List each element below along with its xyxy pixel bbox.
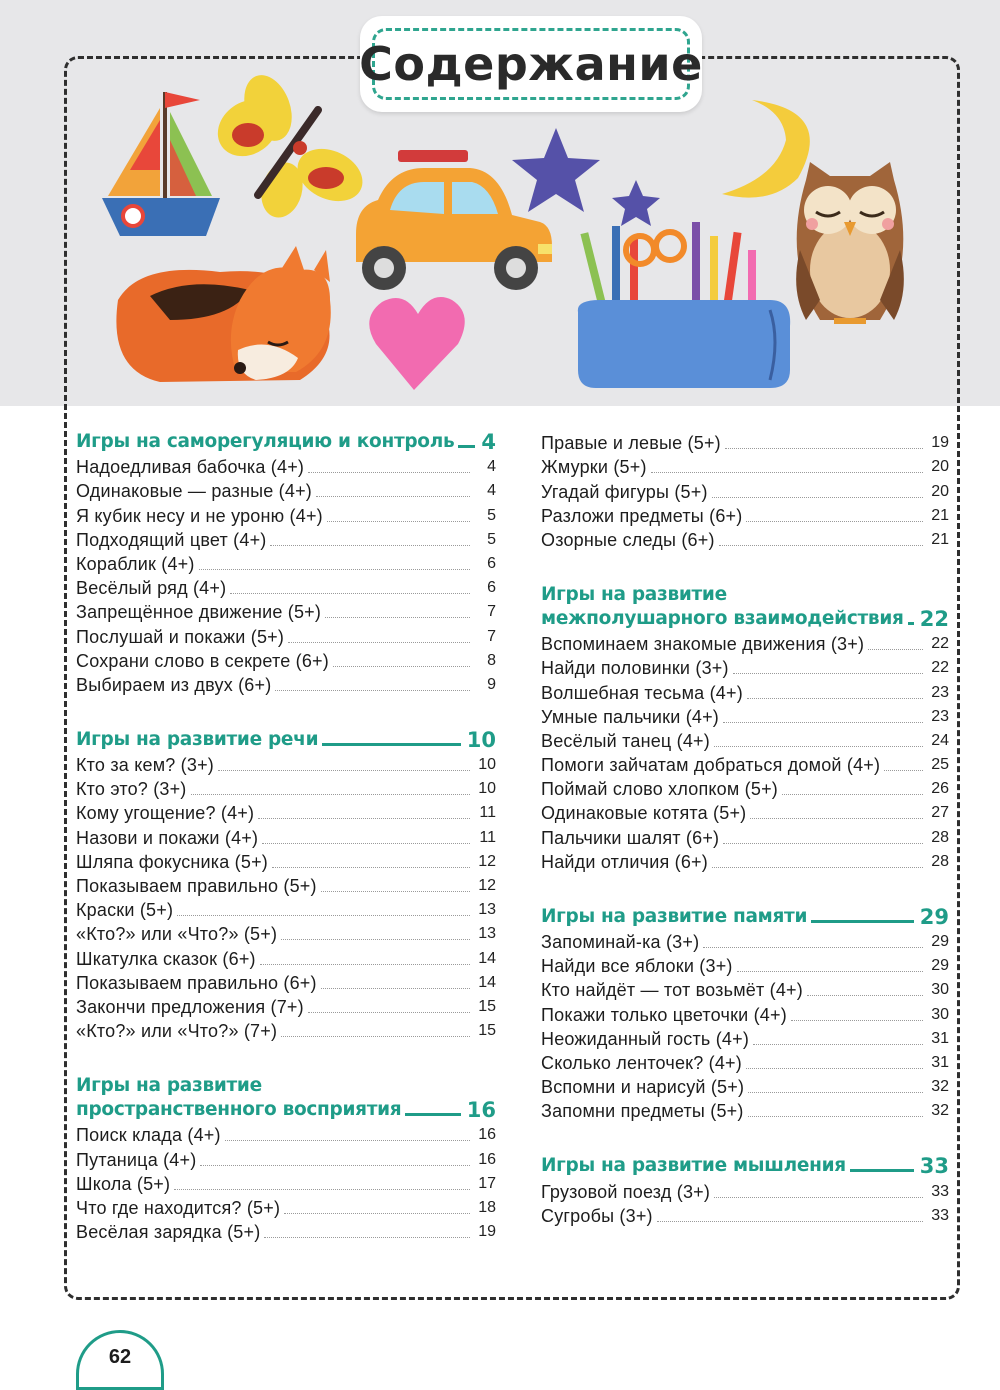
page-number-tab <box>76 1330 164 1390</box>
toc-entry-leader <box>281 939 470 940</box>
toc-entry[interactable] <box>76 551 496 575</box>
toc-entry-title: Волшебная тесьма (4+) <box>541 682 743 703</box>
section-title-line: Игры на развитие <box>541 583 727 605</box>
toc-entry[interactable] <box>76 648 496 672</box>
toc-entry[interactable] <box>76 824 496 848</box>
section-gap <box>541 1122 949 1154</box>
toc-section <box>541 905 949 1123</box>
section-gap <box>541 551 949 583</box>
toc-entry[interactable] <box>76 897 496 921</box>
toc-entry-page: 15 <box>478 997 496 1015</box>
toc-entry-page: 32 <box>931 1102 949 1120</box>
toc-entry-page: 28 <box>931 852 949 870</box>
toc-entry-leader <box>868 649 923 650</box>
toc-entry[interactable] <box>76 454 496 478</box>
toc-entry-title: Умные пальчики (4+) <box>541 706 719 727</box>
toc-entry-page: 4 <box>487 458 496 476</box>
toc-entry-page: 18 <box>478 1198 496 1216</box>
toc-entry-title: Школа (5+) <box>76 1173 171 1194</box>
toc-entry-leader <box>321 891 470 892</box>
toc-entry-title: Угадай фигуры (5+) <box>541 481 708 502</box>
toc-entry-leader <box>723 722 923 723</box>
toc-entry-leader <box>791 1020 923 1021</box>
toc-entry-leader <box>733 673 923 674</box>
toc-entry-leader <box>884 770 923 771</box>
section-title <box>76 430 454 454</box>
toc-entry-title: Подходящий цвет (4+) <box>76 529 267 550</box>
toc-entry-title: Запрещённое движение (5+) <box>76 602 322 623</box>
title-plate <box>360 16 702 112</box>
toc-entry[interactable] <box>541 631 949 655</box>
section-gap <box>76 1042 496 1074</box>
toc-entry-page: 5 <box>487 530 496 548</box>
toc-entry-page: 32 <box>931 1078 949 1096</box>
toc-entry-leader <box>651 472 923 473</box>
toc-entry[interactable] <box>541 849 949 873</box>
toc-entry[interactable] <box>76 970 496 994</box>
toc-entry[interactable] <box>541 752 949 776</box>
toc-entry-title: «Кто?» или «Что?» (7+) <box>76 1021 278 1042</box>
toc-section <box>541 583 949 873</box>
toc-entry-page: 25 <box>931 756 949 774</box>
toc-entry[interactable] <box>76 478 496 502</box>
toc-entry-title: Я кубик несу и не уроню (4+) <box>76 505 323 526</box>
toc-entry-leader <box>308 472 470 473</box>
toc-entry[interactable] <box>76 1195 496 1219</box>
toc-entry[interactable] <box>76 672 496 696</box>
toc-entry-leader <box>199 569 470 570</box>
toc-entry-leader <box>748 1116 923 1117</box>
toc-entry[interactable] <box>541 1001 949 1025</box>
toc-entry-page: 11 <box>479 828 496 846</box>
toc-entry-title: Запоминай-ка (3+) <box>541 932 700 952</box>
toc-entry-title: Озорные следы (6+) <box>541 529 715 550</box>
toc-entry[interactable] <box>541 800 949 824</box>
toc-entry-leader <box>308 1012 470 1013</box>
toc-entry[interactable] <box>76 776 496 800</box>
toc-entry[interactable] <box>541 1074 949 1098</box>
toc-entry-title: Весёлый ряд (4+) <box>76 578 227 599</box>
toc-entry-leader <box>714 1197 923 1198</box>
page-title: Содержание <box>359 37 703 91</box>
toc-entry-page: 31 <box>931 1053 949 1071</box>
toc-entry-leader <box>174 1189 470 1190</box>
toc-entry-leader <box>737 971 923 972</box>
toc-entry-leader <box>725 448 923 449</box>
section-page-number: 29 <box>919 904 949 929</box>
toc-entry-page: 4 <box>487 482 496 500</box>
toc-entry-title: Шкатулка сказок (6+) <box>76 948 256 969</box>
toc-entry-leader <box>753 1044 923 1045</box>
toc-entry-page: 30 <box>931 981 949 999</box>
toc-entry-leader <box>325 617 470 618</box>
toc-entry-leader <box>177 915 470 916</box>
toc-entry-page: 6 <box>487 554 496 572</box>
toc-section <box>541 1154 949 1226</box>
toc-entry-leader <box>746 1068 923 1069</box>
toc-entry[interactable] <box>76 575 496 599</box>
toc-entry-page: 21 <box>931 506 949 524</box>
toc-entry-title: Вспоминаем знакомые движения (3+) <box>541 634 865 655</box>
toc-entry-leader <box>327 521 470 522</box>
toc-entry-page: 23 <box>931 707 949 725</box>
toc-entry-title: Покажи только цветочки (4+) <box>541 1004 787 1025</box>
toc-entry-title: Найди все яблоки (3+) <box>541 956 733 977</box>
toc-entry-page: 16 <box>478 1126 496 1144</box>
section-heading[interactable] <box>76 728 496 752</box>
toc-entry-leader <box>712 867 923 868</box>
section-title <box>76 728 318 752</box>
toc-entry-title: Что где находится? (5+) <box>76 1197 281 1218</box>
section-page-number: 4 <box>481 430 496 454</box>
toc-entry-page: 27 <box>931 804 949 822</box>
toc-entry[interactable] <box>76 1171 496 1195</box>
toc-entry-leader <box>264 1237 470 1238</box>
toc-entry-leader <box>712 497 923 498</box>
toc-section <box>76 1074 496 1243</box>
section-rule <box>850 1169 914 1172</box>
section-title-line: Игры на развитие памяти <box>541 905 808 927</box>
title-plate-border <box>359 28 703 100</box>
toc-entry[interactable] <box>76 1146 496 1170</box>
toc-entry-leader <box>218 770 470 771</box>
toc-entry[interactable] <box>76 527 496 551</box>
toc-entry[interactable] <box>76 873 496 897</box>
toc-entry-title: Путаница (4+) <box>76 1149 197 1170</box>
toc-entry-leader <box>719 545 923 546</box>
section-title-line: Игры на развитие речи <box>76 728 319 750</box>
toc-entry-title: Закончи предложения (7+) <box>76 996 304 1017</box>
section-rule <box>405 1113 460 1116</box>
toc-entry-page: 7 <box>487 627 496 645</box>
toc-entry-title: Назови и покажи (4+) <box>76 827 259 848</box>
toc-entry[interactable] <box>76 921 496 945</box>
toc-entry-title: Поймай слово хлопком (5+) <box>541 779 778 800</box>
toc-entry-page: 16 <box>478 1150 496 1168</box>
toc-entry-page: 11 <box>479 804 496 822</box>
toc-entry-leader <box>272 867 470 868</box>
toc-entry-page: 13 <box>478 901 496 919</box>
toc-entry[interactable] <box>541 1026 949 1050</box>
toc-entry-title: Кто за кем? (3+) <box>76 755 214 776</box>
section-rule <box>811 920 914 923</box>
toc-entry-leader <box>191 794 470 795</box>
toc-entry-title: Выбираем из двух (6+) <box>76 674 272 695</box>
toc-entry-page: 24 <box>931 731 949 749</box>
toc-entry-page: 33 <box>931 1206 949 1224</box>
toc-entry-title: Весёлая зарядка (5+) <box>76 1222 261 1243</box>
section-rule <box>458 445 475 448</box>
toc-entry-leader <box>746 521 923 522</box>
toc-entry-page: 9 <box>487 675 496 693</box>
toc-entry-leader <box>723 843 923 844</box>
toc-section <box>76 728 496 1042</box>
section-title <box>541 1154 846 1178</box>
toc-entry[interactable] <box>76 752 496 776</box>
toc-entry[interactable] <box>76 623 496 647</box>
toc-entry-page: 17 <box>478 1174 496 1192</box>
toc-entry-title: Сугробы (3+) <box>541 1205 653 1226</box>
toc-entry[interactable] <box>76 800 496 824</box>
toc-entry-leader <box>262 843 470 844</box>
toc-entry-title: Кто это? (3+) <box>76 779 187 800</box>
toc-entry-page: 6 <box>487 579 496 597</box>
toc-entry[interactable] <box>541 776 949 800</box>
toc-entry[interactable] <box>541 430 949 454</box>
toc-section <box>541 430 949 551</box>
section-rule <box>322 743 461 746</box>
toc-entry-title: Грузовой поезд (3+) <box>541 1181 711 1202</box>
section-heading[interactable] <box>541 905 949 929</box>
toc-entry[interactable] <box>541 527 949 551</box>
toc-entry-title: Поиск клада (4+) <box>76 1125 221 1146</box>
toc-entry-page: 22 <box>931 659 949 677</box>
toc-entry-page: 12 <box>478 852 496 870</box>
toc-entry-title: Помоги зайчатам добраться домой (4+) <box>541 755 881 776</box>
toc-entry-title: Найди отличия (6+) <box>541 851 708 872</box>
toc-entry-title: Послушай и покажи (5+) <box>76 626 285 647</box>
toc-entry[interactable] <box>541 929 949 953</box>
toc-entry[interactable] <box>541 824 949 848</box>
section-heading[interactable] <box>541 583 949 631</box>
section-heading[interactable] <box>76 430 496 454</box>
toc-entry[interactable] <box>541 1098 949 1122</box>
toc-entry-leader <box>258 818 470 819</box>
toc-column-left <box>76 430 496 1243</box>
toc-entry-page: 28 <box>931 828 949 846</box>
toc-entry[interactable] <box>541 679 949 703</box>
toc-entry-leader <box>714 746 923 747</box>
toc-entry-page: 20 <box>931 458 949 476</box>
toc-entry[interactable] <box>541 704 949 728</box>
toc-entry-page: 14 <box>478 973 496 991</box>
toc-entry-leader <box>321 988 470 989</box>
toc-entry-leader <box>284 1213 470 1214</box>
toc-entry[interactable] <box>541 655 949 679</box>
section-rule <box>908 622 914 625</box>
toc-entry-title: Сохрани слово в секрете (6+) <box>76 650 329 671</box>
toc-entry[interactable] <box>541 1178 949 1202</box>
toc-entry-leader <box>747 698 923 699</box>
toc-entry-page: 8 <box>487 651 496 669</box>
toc-entry-leader <box>225 1140 470 1141</box>
section-title <box>541 905 807 929</box>
toc-entry-page: 10 <box>478 756 496 774</box>
toc-entry-leader <box>200 1165 470 1166</box>
section-gap <box>541 873 949 905</box>
toc-entry-title: Одинаковые — разные (4+) <box>76 481 312 502</box>
toc-entry[interactable] <box>76 849 496 873</box>
page-number: 62 <box>108 1346 132 1368</box>
toc-entry-title: Показываем правильно (5+) <box>76 876 317 896</box>
section-gap <box>76 696 496 728</box>
toc-entry-leader <box>270 545 470 546</box>
toc-entry[interactable] <box>76 945 496 969</box>
toc-entry-page: 23 <box>931 683 949 701</box>
toc-entry-title: Показываем правильно (6+) <box>76 972 317 993</box>
toc-entry-title: Шляпа фокусника (5+) <box>76 851 268 872</box>
toc-entry-title: «Кто?» или «Что?» (5+) <box>76 924 278 945</box>
section-page-number: 10 <box>466 727 496 752</box>
toc-entry-page: 5 <box>487 506 496 524</box>
toc-entry-page: 19 <box>478 1223 496 1241</box>
toc-entry-page: 29 <box>931 957 949 975</box>
toc-entry-page: 31 <box>931 1029 949 1047</box>
toc-entry-leader <box>750 818 923 819</box>
toc-entry[interactable] <box>541 454 949 478</box>
toc-entry-leader <box>703 947 923 948</box>
section-title <box>541 583 904 631</box>
toc-entry[interactable] <box>76 1219 496 1243</box>
toc-entry-leader <box>275 690 470 691</box>
toc-entry-title: Кораблик (4+) <box>76 553 195 574</box>
toc-entry[interactable] <box>541 1203 949 1227</box>
toc-entry[interactable] <box>76 1018 496 1042</box>
toc-entry-title: Вспомни и нарисуй (5+) <box>541 1077 745 1098</box>
toc-entry[interactable] <box>541 1050 949 1074</box>
section-title-line: межполушарного взаимодействия <box>541 607 904 629</box>
section-page-number: 22 <box>919 606 949 631</box>
toc-entry-leader <box>807 995 923 996</box>
toc-entry-leader <box>281 1036 470 1037</box>
toc-entry-title: Надоедливая бабочка (4+) <box>76 457 305 478</box>
toc-entry-title: Весёлый танец (4+) <box>541 730 710 751</box>
toc-entry-title: Кто найдёт — тот возьмёт (4+) <box>541 980 803 1001</box>
toc-column-right <box>541 430 949 1227</box>
toc-entry[interactable] <box>76 599 496 623</box>
section-title <box>76 1074 401 1122</box>
toc-entry-page: 30 <box>931 1005 949 1023</box>
toc-entry-page: 33 <box>931 1182 949 1200</box>
toc-entry-page: 29 <box>931 933 949 950</box>
toc-entry[interactable] <box>76 994 496 1018</box>
toc-entry[interactable] <box>541 728 949 752</box>
toc-entry-page: 7 <box>487 603 496 621</box>
toc-entry-page: 15 <box>478 1022 496 1040</box>
toc-entry-leader <box>230 593 470 594</box>
toc-entry-title: Одинаковые котята (5+) <box>541 803 747 824</box>
toc-entry-leader <box>782 794 923 795</box>
toc-entry-page: 20 <box>931 482 949 500</box>
toc-entry-page: 26 <box>931 780 949 798</box>
toc-entry-page: 10 <box>478 780 496 798</box>
toc-entry-leader <box>657 1221 923 1222</box>
toc-entry-title: Неожиданный гость (4+) <box>541 1028 750 1049</box>
toc-entry[interactable] <box>541 478 949 502</box>
section-heading[interactable] <box>76 1074 496 1122</box>
toc-entry-title: Запомни предметы (5+) <box>541 1101 744 1122</box>
toc-entry-title: Пальчики шалят (6+) <box>541 827 720 848</box>
toc-entry-page: 13 <box>478 925 496 943</box>
section-heading[interactable] <box>541 1154 949 1178</box>
toc-entry-leader <box>288 642 470 643</box>
toc-entry[interactable] <box>541 953 949 977</box>
section-title-line: Игры на развитие мышления <box>541 1155 846 1177</box>
toc-entry-page: 19 <box>931 434 949 452</box>
toc-entry-title: Разложи предметы (6+) <box>541 505 743 526</box>
toc-entry-title: Сколько ленточек? (4+) <box>541 1052 742 1073</box>
toc-entry[interactable] <box>76 1122 496 1146</box>
toc-entry-title: Найди половинки (3+) <box>541 658 729 679</box>
toc-entry-title: Жмурки (5+) <box>541 457 647 478</box>
section-page-number: 16 <box>466 1098 496 1123</box>
section-title-line: Игры на развитие <box>76 1075 262 1097</box>
toc-entry-page: 12 <box>478 877 496 894</box>
toc-entry-leader <box>260 964 470 965</box>
toc-entry-leader <box>748 1092 923 1093</box>
section-page-number: 33 <box>919 1154 949 1179</box>
toc-entry-page: 22 <box>931 635 949 653</box>
toc-section <box>76 430 496 696</box>
toc-entry-title: Кому угощение? (4+) <box>76 803 255 824</box>
toc-entry[interactable] <box>541 977 949 1001</box>
toc-entry[interactable] <box>76 502 496 526</box>
toc-entry-page: 14 <box>478 949 496 967</box>
toc-entry-page: 21 <box>931 530 949 548</box>
section-title-line: Игры на саморегуляцию и контроль <box>76 431 455 452</box>
toc-entry-leader <box>333 666 470 667</box>
toc-entry-title: Краски (5+) <box>76 900 174 921</box>
toc-entry-title: Правые и левые (5+) <box>541 433 721 454</box>
toc-entry-leader <box>316 496 470 497</box>
section-title-line: пространственного восприятия <box>76 1099 402 1121</box>
toc-entry[interactable] <box>541 503 949 527</box>
